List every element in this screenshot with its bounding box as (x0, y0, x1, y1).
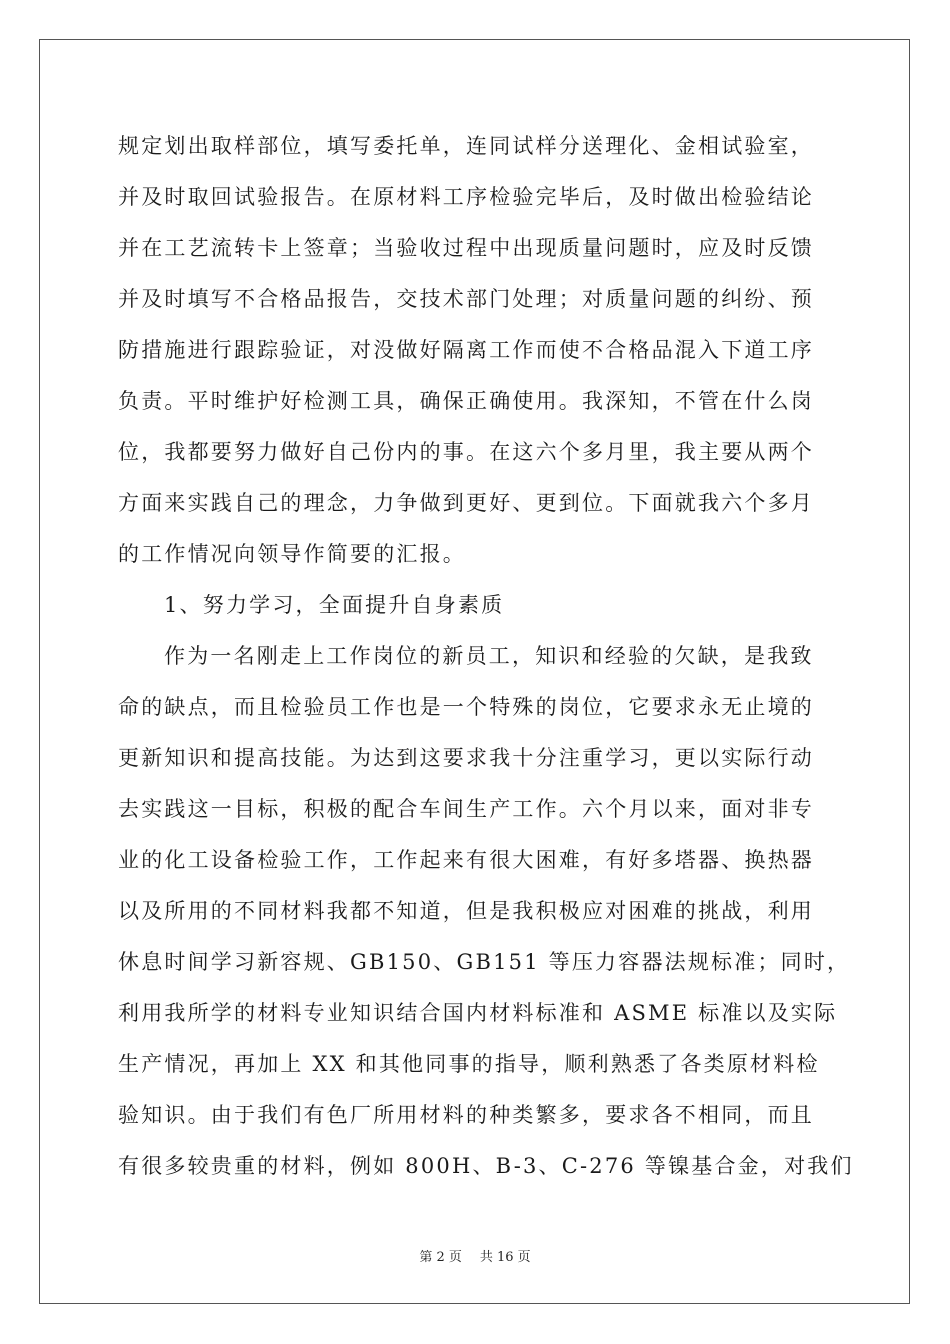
text-line: 业的化工设备检验工作，工作起来有很大困难，有好多塔器、换热器 (118, 848, 814, 872)
text-line: 的工作情况向领导作简要的汇报。 (118, 542, 466, 566)
text-line: 命的缺点，而且检验员工作也是一个特殊的岗位，它要求永无止境的 (118, 695, 814, 719)
text-line: 方面来实践自己的理念，力争做到更好、更到位。下面就我六个多月 (118, 491, 814, 515)
text-line: 验知识。由于我们有色厂所用材料的种类繁多，要求各不相同，而且 (118, 1103, 814, 1127)
text-line: 生产情况，再加上 XX 和其他同事的指导，顺利熟悉了各类原材料检 (118, 1052, 820, 1076)
text-line: 休息时间学习新容规、GB150、GB151 等压力容器法规标准；同时， (118, 950, 851, 974)
text-line: 去实践这一目标，积极的配合车间生产工作。六个月以来，面对非专 (118, 797, 814, 821)
text-line: 并及时取回试验报告。在原材料工序检验完毕后，及时做出检验结论 (118, 185, 814, 209)
text-line: 负责。平时维护好检测工具，确保正确使用。我深知，不管在什么岗 (118, 389, 814, 413)
paragraph-first-line: 作为一名刚走上工作岗位的新员工，知识和经验的欠缺，是我致 (164, 644, 814, 668)
text-line: 并及时填写不合格品报告，交技术部门处理；对质量问题的纠纷、预 (118, 287, 814, 311)
text-line: 规定划出取样部位，填写委托单，连同试样分送理化、金相试验室， (118, 134, 814, 158)
page-number-total: 共 16 页 (479, 1250, 531, 1265)
text-line: 有很多较贵重的材料，例如 800H、B-3、C-276 等镍基合金，对我们 (118, 1154, 854, 1178)
section-heading: 1、努力学习，全面提升自身素质 (164, 593, 505, 617)
document-body (118, 126, 854, 1197)
text-line: 以及所用的不同材料我都不知道，但是我积极应对困难的挑战，利用 (118, 899, 814, 923)
page-number-current: 第 2 页 (419, 1250, 462, 1265)
text-line: 利用我所学的材料专业知识结合国内材料标准和 ASME 标准以及实际 (118, 1001, 838, 1025)
text-line: 并在工艺流转卡上签章；当验收过程中出现质量问题时，应及时反馈 (118, 236, 814, 260)
text-line: 位，我都要努力做好自己份内的事。在这六个多月里，我主要从两个 (118, 440, 814, 464)
text-line: 防措施进行跟踪验证，对没做好隔离工作而使不合格品混入下道工序 (118, 338, 814, 362)
page-footer (0, 1246, 950, 1265)
text-line: 更新知识和提高技能。为达到这要求我十分注重学习，更以实际行动 (118, 746, 814, 770)
